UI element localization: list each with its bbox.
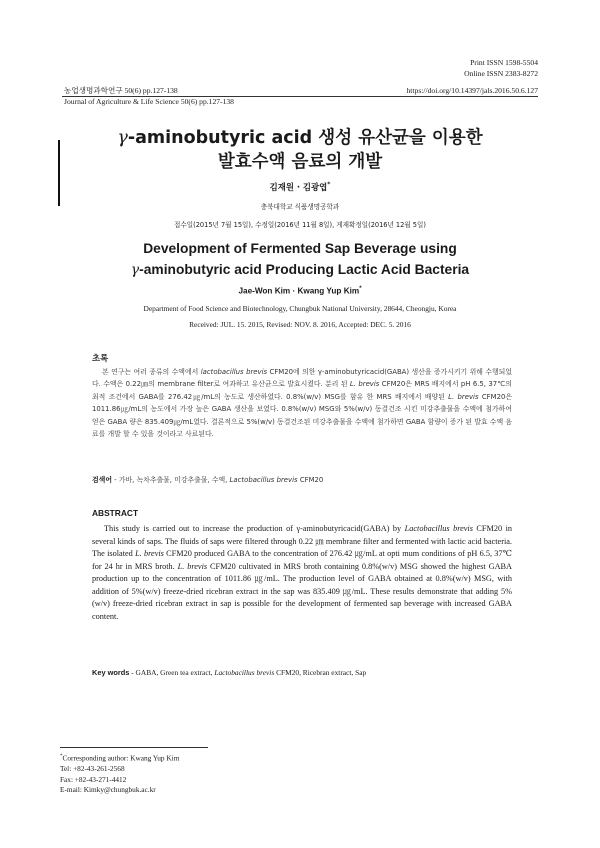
abstract-en-species-1: Lactobacillus brevis [404, 524, 473, 533]
keywords-english [92, 668, 512, 677]
keywords-ko-tail: CFM20 [297, 476, 324, 484]
title-ko-line2: 발효수액 음료의 개발 [217, 152, 383, 172]
abstract-ko-species-1: lactobacillus brevis [200, 368, 268, 376]
abstract-en-text-4: CFM20 cultivated in MRS broth containing 0.8%(w/v) MSG showed the highest GABA production up to the concentration of 1011.86 ㎍/mL. The production level of GABA obtained at 0.8%(w/v) MSG, with addition of 5%(w/v) freeze-dried ricebran extract in the sap was 835.409 ㎍/mL. These results demonstrate that adding 5%(w/v) freeze-dried ricebran extract in sap is possible for the development of fermented sap beverage with increased GABA content. [92, 561, 513, 621]
footnote-email[interactable]: E-mail: Kimky@chungbuk.ac.kr [60, 785, 156, 795]
abstract-en-species-2: L. brevis [135, 549, 164, 558]
authors-en-names: Jae-Won Kim · Kwang Yup Kim [238, 286, 360, 296]
keywords-en-species: Lactobacillus brevis [214, 668, 275, 677]
keywords-en-label: Key words [92, 668, 130, 677]
keywords-korean [92, 474, 512, 484]
abstract-ko-text-2: CFM20에 의한 γ-aminobutyricacid(GABA) 생산을 증가시키기 위해 수행되었다. 수액은 0.22㎛의 membrane filter로 여과하고 유산균으로 발효시켰다. 분리 된 [92, 368, 512, 389]
authors-ko-names: 김재원 · 김광엽 [269, 182, 328, 192]
abstract-ko-text-4: CFM20은 1011.86㎍/mL의 농도에서 가장 높은 GABA 생산을 보였다. 0.8%(w/v) MSG와 5%(w/v) 동결건조 시킨 미강추출물을 수액에 첨가하여 얻은 GABA 량은 835.409㎍/mL였다. 결론적으로 5%(w/v) 동결건조된 미강추출물을 수액에 첨가하면 GABA 함량이 증가 된 발효 수액 음료를 개발 할 수 있을 것이라고 사료된다. [92, 392, 512, 439]
title-en-line2: -aminobutyric acid Producing Lactic Acid Bacteria [139, 262, 470, 277]
abstract-en-text-3: CFM20 produced GABA to the concentration of 276.42 ㎍/mL at opti mum conditions of pH 6.5, 37℃ for 24 hr in MRS broth. [92, 549, 512, 571]
title-en-greek: γ [130, 262, 140, 278]
title-en-line1: Development of Fermented Sap Beverage using [143, 241, 457, 256]
issn-block [464, 58, 538, 79]
dates-korean: 접수일(2015년 7월 15일), 수정일(2016년 11월 8일), 게재확정일(2016년 12월 5일) [174, 221, 426, 229]
title-english [60, 238, 540, 281]
header-divider [62, 96, 538, 97]
keywords-ko-species: Lactobacillus brevis [229, 476, 298, 484]
footnote [60, 752, 179, 796]
abstract-en-text-1: This study is carried out to increase the production of γ-aminobutyricacid(GABA) by [104, 524, 405, 533]
abstract-ko-heading: 초록 [92, 353, 109, 363]
keywords-ko-label: 검색어 [92, 476, 112, 484]
doi-link[interactable]: https://doi.org/10.14397/jals.2016.50.6.127 [406, 86, 538, 95]
footnote-corresponding: Corresponding author: Kwang Yup Kim [62, 753, 180, 763]
abstract-en-species-3: L. brevis [177, 561, 208, 571]
corresponding-mark-ko: * [327, 181, 331, 189]
keywords-en-text: - GABA, Green tea extract, [129, 668, 215, 677]
title-ko-line1: -aminobutyric acid 생성 유산균을 이용한 [127, 128, 483, 148]
abstract-ko-species-2: L. brevis [349, 380, 380, 389]
abstract-en-text-2: CFM20 in several kinds of saps. The fluids of saps were filtered through 0.22 ㎛ membrane filter and fermented with lactic acid bacteria. The isolated [92, 524, 512, 558]
footnote-fax: Fax: +82-43-271-4412 [60, 774, 127, 784]
authors-english [60, 286, 540, 296]
footnote-mark: * [60, 754, 63, 759]
authors-korean [60, 181, 540, 193]
abstract-ko-text-1: 본 연구는 여러 종류의 수액에서 [102, 368, 201, 376]
keywords-ko-text: - 가바, 녹차추출물, 미강추출물, 수액, [111, 476, 230, 484]
print-issn: Print ISSN 1598-5504 [470, 58, 538, 67]
title-ko-greek: γ [117, 128, 128, 148]
abstract-en-body [92, 523, 512, 623]
title-korean [60, 126, 540, 174]
affiliation-korean: 충북대학교 식품생명공학과 [260, 203, 340, 211]
footnote-divider [60, 747, 208, 748]
dates-english: Received: JUL. 15. 2015, Revised: NOV. 8. 2016, Accepted: DEC. 5. 2016 [189, 320, 411, 329]
abstract-ko-text-3: CFM20은 MRS 배지에서 pH 6.5, 37℃의 최적 조건에서 GABA를 276.42㎍/mL의 농도로 생산하였다. 0.8%(w/v) MSG를 함유 한 MRS 배지에서 배양된 [92, 380, 512, 401]
corresponding-mark-en: * [359, 286, 362, 292]
abstract-ko-species-3: L. brevis [448, 392, 479, 401]
online-issn: Online ISSN 2383-8272 [464, 68, 538, 78]
abstract-en-heading: ABSTRACT [92, 508, 139, 518]
journal-name-en: Journal of Agriculture & Life Science 50(6) pp.127-138 [64, 96, 234, 106]
journal-name-ko: 농업생명과학연구 50(6) pp.127-138 [64, 86, 178, 95]
footnote-tel: Tel: +82-43-261-2568 [60, 764, 125, 774]
abstract-ko-body [92, 366, 512, 440]
keywords-en-tail: CFM20, Ricebran extract, Sap [274, 668, 367, 677]
affiliation-english: Department of Food Science and Biotechnology, Chungbuk National University, 28644, Cheongju, Korea [143, 304, 457, 313]
